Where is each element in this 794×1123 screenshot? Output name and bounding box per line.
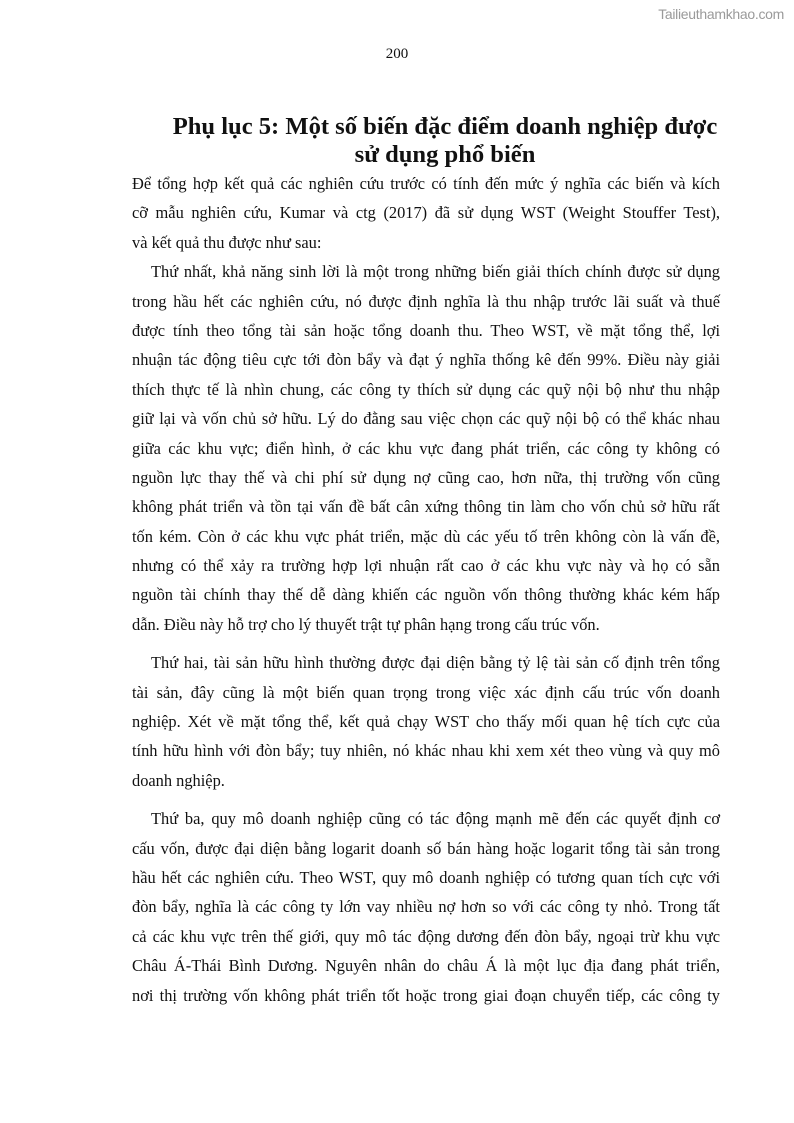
text-line: doanh nghiệp. <box>132 770 225 790</box>
watermark: Tailieuthamkhao.com <box>658 6 784 22</box>
text-line: Châu Á-Thái Bình Dương. Nguyên nhân do châu Á là một lục địa đang phát triển, <box>132 956 720 976</box>
page-number: 200 <box>385 46 409 62</box>
paragraphs <box>132 169 720 1010</box>
text-line: cỡ mẫu nghiên cứu, Kumar và ctg (2017) đã sử dụng WST (Weight Stouffer Test), <box>132 203 720 223</box>
text-line: tính hữu hình với đòn bẩy; tuy nhiên, nó khác nhau khi xem xét theo vùng và quy mô <box>132 741 720 761</box>
text-line: Thứ nhất, khả năng sinh lời là một trong những biến giải thích chính được sử dụng <box>151 262 720 282</box>
text-line: hầu hết các nghiên cứu. Theo WST, quy mô doanh nghiệp có tương quan tích cực với <box>132 867 720 887</box>
text-line: Thứ hai, tài sản hữu hình thường được đại diện bằng tỷ lệ tài sản cố định trên tổng <box>151 653 720 673</box>
text-line: nguồn tài chính thay thế dễ dàng khiến các nguồn vốn thông thường khác kém hấp <box>132 585 720 605</box>
text-line: thích thực tế là nhìn chung, các công ty thích sử dụng các quỹ nội bộ như thu nhập <box>132 379 720 399</box>
text-line: được tính theo tổng tài sản hoặc tổng doanh thu. Theo WST, về mặt tổng thể, lợi <box>132 320 720 340</box>
paragraph <box>132 169 720 639</box>
text-line: nghiệp. Xét về mặt tổng thể, kết quả chạy WST cho thấy mối quan hệ tích cực của <box>132 712 720 732</box>
text-line: nhuận tác động tiêu cực tới đòn bẩy và đạt ý nghĩa thống kê đến 99%. Điều này giải <box>132 350 720 370</box>
text-line: nguồn lực thay thế và chi phí sử dụng nợ cũng cao, hơn nữa, thị trường vốn cũng <box>132 467 720 487</box>
text-line: cả các khu vực trên thế giới, quy mô tác động dương đến đòn bẩy, ngoại trừ khu vực <box>132 926 720 946</box>
text-line: không phát triển và tồn tại vấn đề bất cân xứng thông tin làm cho vốn chủ sở hữu rất <box>132 497 720 517</box>
text-line: Để tổng hợp kết quả các nghiên cứu trước có tính đến mức ý nghĩa các biến và kích <box>132 174 720 193</box>
appendix-heading: Phụ lục 5: Một số biến đặc điểm doanh nghiệp được sử dụng phổ biến <box>172 113 718 168</box>
text-line: tài sản, đây cũng là một biến quan trọng trong việc xác định cấu trúc vốn doanh <box>132 682 720 702</box>
text-line: nơi thị trường vốn không phát triển tốt hoặc trong giai đoạn chuyển tiếp, các công ty <box>132 985 720 1005</box>
text-line: cấu vốn, được đại diện bằng logarit doanh số bán hàng hoặc logarit tổng tài sản trong <box>132 838 720 858</box>
text-line: và kết quả thu được như sau: <box>132 232 322 252</box>
document-body <box>132 113 720 1010</box>
text-line: tốn kém. Còn ở các khu vực phát triển, mặc dù các yếu tố trên không còn là vấn đề, <box>132 526 720 546</box>
text-line: trong hầu hết các nghiên cứu, nó được định nghĩa là thu nhập trước lãi suất và thuế <box>132 291 720 311</box>
paragraph <box>132 804 720 1010</box>
text-line: nhưng có thể xảy ra trường hợp lợi nhuận rất cao ở các khu vực này và họ có sẵn <box>132 556 720 576</box>
text-line: giữa các khu vực; điển hình, ở các khu vực đang phát triển, các công ty không có <box>132 438 720 458</box>
paragraph <box>132 648 720 795</box>
text-line: giữ lại và vốn chủ sở hữu. Lý do đằng sau việc chọn các quỹ nội bộ có thể khác nhau <box>132 409 720 429</box>
text-line: dẫn. Điều này hỗ trợ cho lý thuyết trật tự phân hạng trong cấu trúc vốn. <box>132 614 600 634</box>
text-line: đòn bẩy, nghĩa là các công ty lớn vay nhiều nợ hơn so với các công ty nhỏ. Trong tất <box>132 897 720 917</box>
text-line: Thứ ba, quy mô doanh nghiệp cũng có tác động mạnh mẽ đến các quyết định cơ <box>151 809 720 829</box>
